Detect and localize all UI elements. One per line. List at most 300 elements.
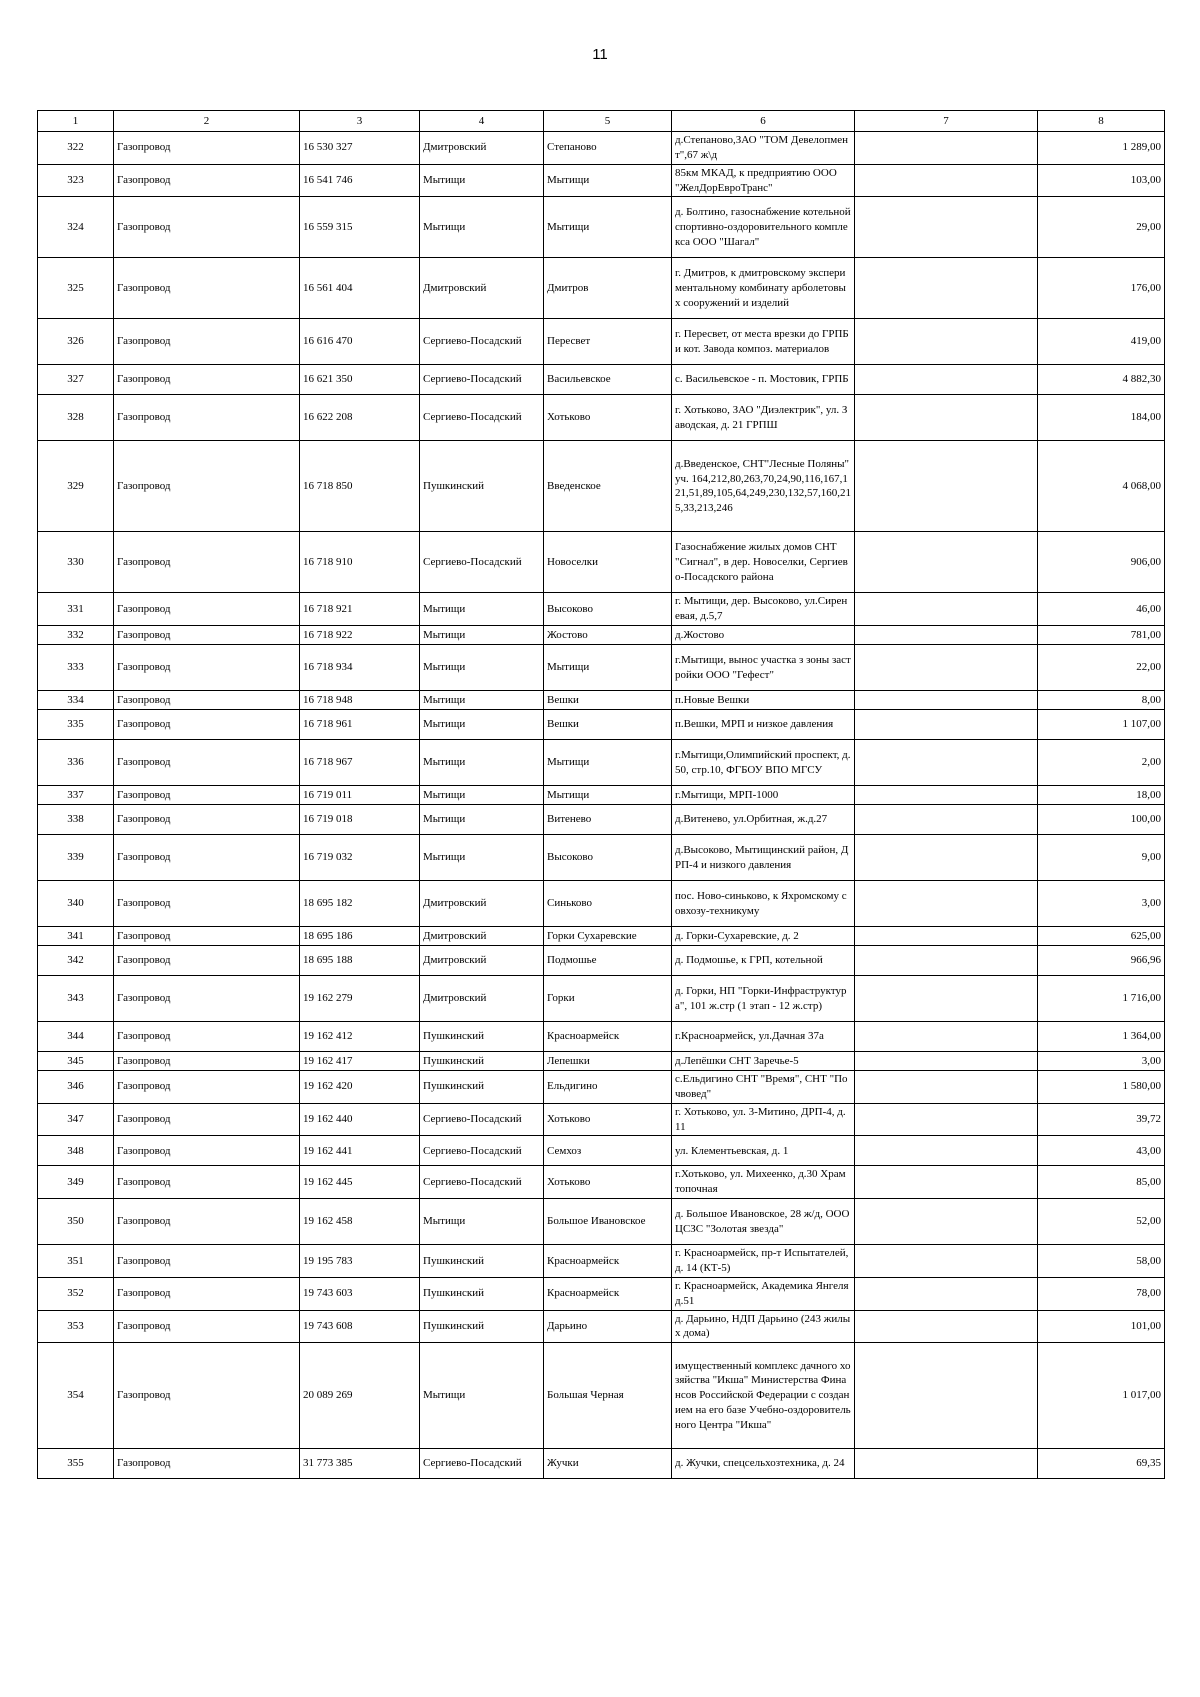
- note-cell: [855, 132, 1038, 165]
- note-cell: [855, 927, 1038, 946]
- object-description: г. Хотьково, ЗАО "Диэлектрик", ул. Заводская, д. 21 ГРПШ: [672, 395, 855, 441]
- settlement-name: Витенево: [544, 805, 672, 835]
- object-type: Газопровод: [114, 1449, 300, 1479]
- note-cell: [855, 1071, 1038, 1104]
- settlement-name: Большая Черная: [544, 1343, 672, 1449]
- object-code: 16 718 948: [300, 691, 420, 710]
- object-code: 16 718 921: [300, 593, 420, 626]
- object-description: г.Хотьково, ул. Михеенко, д.30 Храм топочная: [672, 1166, 855, 1199]
- object-type: Газопровод: [114, 1343, 300, 1449]
- settlement-name: Мытищи: [544, 164, 672, 197]
- object-description: г. Красноармейск, пр-т Испытателей, д. 14 (КТ-5): [672, 1245, 855, 1278]
- object-description: 85км МКАД, к предприятию ООО "ЖелДорЕвроТранс": [672, 164, 855, 197]
- object-description: д. Жучки, спецсельхозтехника, д. 24: [672, 1449, 855, 1479]
- object-type: Газопровод: [114, 786, 300, 805]
- table-row: [38, 1199, 1165, 1245]
- table-row: [38, 1277, 1165, 1310]
- district-name: Мытищи: [420, 197, 544, 258]
- table-row: [38, 881, 1165, 927]
- row-number: 327: [38, 365, 114, 395]
- object-code: 16 718 910: [300, 532, 420, 593]
- district-name: Пушкинский: [420, 1310, 544, 1343]
- object-type: Газопровод: [114, 835, 300, 881]
- object-code: 19 162 458: [300, 1199, 420, 1245]
- object-type: Газопровод: [114, 976, 300, 1022]
- length-value: 22,00: [1038, 645, 1165, 691]
- length-value: 3,00: [1038, 881, 1165, 927]
- object-code: 16 718 922: [300, 626, 420, 645]
- district-name: Мытищи: [420, 164, 544, 197]
- settlement-name: Красноармейск: [544, 1245, 672, 1278]
- object-code: 16 559 315: [300, 197, 420, 258]
- object-type: Газопровод: [114, 197, 300, 258]
- row-number: 331: [38, 593, 114, 626]
- settlement-name: Дарьино: [544, 1310, 672, 1343]
- length-value: 4 882,30: [1038, 365, 1165, 395]
- note-cell: [855, 197, 1038, 258]
- length-value: 1 364,00: [1038, 1022, 1165, 1052]
- table-row: [38, 805, 1165, 835]
- table-row: [38, 976, 1165, 1022]
- row-number: 336: [38, 740, 114, 786]
- object-type: Газопровод: [114, 691, 300, 710]
- length-value: 1 580,00: [1038, 1071, 1165, 1104]
- object-type: Газопровод: [114, 1103, 300, 1136]
- object-description: д. Подмошье, к ГРП, котельной: [672, 946, 855, 976]
- row-number: 354: [38, 1343, 114, 1449]
- settlement-name: Вешки: [544, 710, 672, 740]
- district-name: Сергиево-Посадский: [420, 1166, 544, 1199]
- settlement-name: Вешки: [544, 691, 672, 710]
- table-row: [38, 691, 1165, 710]
- note-cell: [855, 710, 1038, 740]
- table-row: [38, 593, 1165, 626]
- table-header: [38, 111, 1165, 132]
- object-code: 19 162 441: [300, 1136, 420, 1166]
- settlement-name: Хотьково: [544, 1166, 672, 1199]
- object-type: Газопровод: [114, 626, 300, 645]
- object-code: 19 162 420: [300, 1071, 420, 1104]
- length-value: 3,00: [1038, 1052, 1165, 1071]
- length-value: 29,00: [1038, 197, 1165, 258]
- settlement-name: Высоково: [544, 835, 672, 881]
- district-name: Мытищи: [420, 835, 544, 881]
- note-cell: [855, 626, 1038, 645]
- object-code: 16 719 011: [300, 786, 420, 805]
- object-code: 20 089 269: [300, 1343, 420, 1449]
- table-row: [38, 532, 1165, 593]
- object-code: 16 616 470: [300, 319, 420, 365]
- object-code: 31 773 385: [300, 1449, 420, 1479]
- settlement-name: Красноармейск: [544, 1277, 672, 1310]
- object-code: 19 743 603: [300, 1277, 420, 1310]
- row-number: 349: [38, 1166, 114, 1199]
- note-cell: [855, 1136, 1038, 1166]
- row-number: 323: [38, 164, 114, 197]
- object-description: ул. Клементьевская, д. 1: [672, 1136, 855, 1166]
- settlement-name: Горки Сухаревские: [544, 927, 672, 946]
- object-description: д. Болтино, газоснабжение котельной спортивно-оздоровительного комплекса ООО "Шагал": [672, 197, 855, 258]
- note-cell: [855, 1245, 1038, 1278]
- district-name: Мытищи: [420, 805, 544, 835]
- note-cell: [855, 1343, 1038, 1449]
- length-value: 1 017,00: [1038, 1343, 1165, 1449]
- district-name: Пушкинский: [420, 1245, 544, 1278]
- object-description: Газоснабжение жилых домов СНТ "Сигнал", в дер. Новоселки, Сергиево-Посадского района: [672, 532, 855, 593]
- length-value: 1 107,00: [1038, 710, 1165, 740]
- table-row: [38, 197, 1165, 258]
- object-description: г. Хотьково, ул. 3-Митино, ДРП-4, д. 11: [672, 1103, 855, 1136]
- table-row: [38, 365, 1165, 395]
- note-cell: [855, 1103, 1038, 1136]
- table-row: [38, 1310, 1165, 1343]
- object-description: д. Дарьино, НДП Дарьино (243 жилых дома): [672, 1310, 855, 1343]
- district-name: Сергиево-Посадский: [420, 319, 544, 365]
- object-type: Газопровод: [114, 805, 300, 835]
- row-number: 338: [38, 805, 114, 835]
- length-value: 176,00: [1038, 258, 1165, 319]
- district-name: Сергиево-Посадский: [420, 532, 544, 593]
- table-row: [38, 1136, 1165, 1166]
- object-description: с.Ельдигино СНТ "Время", СНТ "Почвовед": [672, 1071, 855, 1104]
- district-name: Мытищи: [420, 740, 544, 786]
- settlement-name: Мытищи: [544, 645, 672, 691]
- object-description: д.Лепёшки СНТ Заречье-5: [672, 1052, 855, 1071]
- table-row: [38, 835, 1165, 881]
- object-type: Газопровод: [114, 881, 300, 927]
- district-name: Сергиево-Посадский: [420, 395, 544, 441]
- length-value: 419,00: [1038, 319, 1165, 365]
- object-code: 19 162 412: [300, 1022, 420, 1052]
- object-type: Газопровод: [114, 1052, 300, 1071]
- length-value: 9,00: [1038, 835, 1165, 881]
- object-type: Газопровод: [114, 946, 300, 976]
- object-code: 19 162 417: [300, 1052, 420, 1071]
- note-cell: [855, 1166, 1038, 1199]
- length-value: 58,00: [1038, 1245, 1165, 1278]
- row-number: 341: [38, 927, 114, 946]
- length-value: 4 068,00: [1038, 441, 1165, 532]
- object-code: 18 695 188: [300, 946, 420, 976]
- district-name: Мытищи: [420, 626, 544, 645]
- length-value: 2,00: [1038, 740, 1165, 786]
- note-cell: [855, 645, 1038, 691]
- district-name: Мытищи: [420, 593, 544, 626]
- row-number: 355: [38, 1449, 114, 1479]
- settlement-name: Высоково: [544, 593, 672, 626]
- settlement-name: Введенское: [544, 441, 672, 532]
- row-number: 339: [38, 835, 114, 881]
- table-row: [38, 1052, 1165, 1071]
- note-cell: [855, 976, 1038, 1022]
- table-row: [38, 786, 1165, 805]
- note-cell: [855, 740, 1038, 786]
- length-value: 18,00: [1038, 786, 1165, 805]
- table-row: [38, 645, 1165, 691]
- settlement-name: Жостово: [544, 626, 672, 645]
- settlement-name: Семхоз: [544, 1136, 672, 1166]
- settlement-name: Новоселки: [544, 532, 672, 593]
- object-description: имущественный комплекс дачного хозяйства "Икша" Министерства Финансов Российской Федерации с созданием на его базе Учебно-оздоровительного Центра "Икша": [672, 1343, 855, 1449]
- length-value: 1 289,00: [1038, 132, 1165, 165]
- object-code: 19 162 445: [300, 1166, 420, 1199]
- district-name: Сергиево-Посадский: [420, 1449, 544, 1479]
- header-row: [38, 111, 1165, 132]
- object-type: Газопровод: [114, 1166, 300, 1199]
- length-value: 625,00: [1038, 927, 1165, 946]
- object-code: 16 718 967: [300, 740, 420, 786]
- column-header: 7: [855, 111, 1038, 132]
- length-value: 966,96: [1038, 946, 1165, 976]
- note-cell: [855, 532, 1038, 593]
- settlement-name: Горки: [544, 976, 672, 1022]
- settlement-name: Хотьково: [544, 1103, 672, 1136]
- district-name: Дмитровский: [420, 927, 544, 946]
- object-description: пос. Ново-синьково, к Яхромскому совхозу-техникуму: [672, 881, 855, 927]
- settlement-name: Васильевское: [544, 365, 672, 395]
- district-name: Мытищи: [420, 645, 544, 691]
- object-type: Газопровод: [114, 132, 300, 165]
- column-header: 3: [300, 111, 420, 132]
- length-value: 103,00: [1038, 164, 1165, 197]
- object-description: г.Мытищи, МРП-1000: [672, 786, 855, 805]
- table-row: [38, 710, 1165, 740]
- settlement-name: Подмошье: [544, 946, 672, 976]
- district-name: Мытищи: [420, 1199, 544, 1245]
- length-value: 43,00: [1038, 1136, 1165, 1166]
- table-row: [38, 1245, 1165, 1278]
- note-cell: [855, 164, 1038, 197]
- note-cell: [855, 786, 1038, 805]
- object-code: 16 621 350: [300, 365, 420, 395]
- row-number: 333: [38, 645, 114, 691]
- table-row: [38, 927, 1165, 946]
- row-number: 328: [38, 395, 114, 441]
- note-cell: [855, 946, 1038, 976]
- object-code: 16 718 850: [300, 441, 420, 532]
- row-number: 332: [38, 626, 114, 645]
- settlement-name: Красноармейск: [544, 1022, 672, 1052]
- object-code: 16 719 032: [300, 835, 420, 881]
- object-code: 16 718 961: [300, 710, 420, 740]
- table-row: [38, 164, 1165, 197]
- note-cell: [855, 319, 1038, 365]
- note-cell: [855, 1277, 1038, 1310]
- object-code: 16 541 746: [300, 164, 420, 197]
- length-value: 781,00: [1038, 626, 1165, 645]
- note-cell: [855, 365, 1038, 395]
- note-cell: [855, 805, 1038, 835]
- row-number: 322: [38, 132, 114, 165]
- length-value: 78,00: [1038, 1277, 1165, 1310]
- district-name: Мытищи: [420, 786, 544, 805]
- row-number: 340: [38, 881, 114, 927]
- note-cell: [855, 1449, 1038, 1479]
- object-type: Газопровод: [114, 395, 300, 441]
- object-code: 19 162 279: [300, 976, 420, 1022]
- district-name: Мытищи: [420, 710, 544, 740]
- object-code: 18 695 182: [300, 881, 420, 927]
- column-header: 6: [672, 111, 855, 132]
- object-type: Газопровод: [114, 927, 300, 946]
- table-row: [38, 441, 1165, 532]
- district-name: Сергиево-Посадский: [420, 1136, 544, 1166]
- column-header: 4: [420, 111, 544, 132]
- object-description: г.Мытищи, вынос участка з зоны застройки ООО "Гефест": [672, 645, 855, 691]
- object-code: 18 695 186: [300, 927, 420, 946]
- district-name: Пушкинский: [420, 1022, 544, 1052]
- settlement-name: Дмитров: [544, 258, 672, 319]
- object-type: Газопровод: [114, 1022, 300, 1052]
- note-cell: [855, 441, 1038, 532]
- note-cell: [855, 881, 1038, 927]
- settlement-name: Пересвет: [544, 319, 672, 365]
- district-name: Дмитровский: [420, 258, 544, 319]
- length-value: 69,35: [1038, 1449, 1165, 1479]
- object-type: Газопровод: [114, 365, 300, 395]
- table-row: [38, 740, 1165, 786]
- object-type: Газопровод: [114, 645, 300, 691]
- row-number: 344: [38, 1022, 114, 1052]
- row-number: 335: [38, 710, 114, 740]
- object-type: Газопровод: [114, 593, 300, 626]
- district-name: Дмитровский: [420, 881, 544, 927]
- object-description: п.Новые Вешки: [672, 691, 855, 710]
- object-description: г. Пересвет, от места врезки до ГРПБ и кот. Завода композ. материалов: [672, 319, 855, 365]
- district-name: Сергиево-Посадский: [420, 1103, 544, 1136]
- note-cell: [855, 258, 1038, 319]
- district-name: Мытищи: [420, 691, 544, 710]
- object-type: Газопровод: [114, 258, 300, 319]
- note-cell: [855, 1052, 1038, 1071]
- note-cell: [855, 395, 1038, 441]
- district-name: Сергиево-Посадский: [420, 365, 544, 395]
- row-number: 346: [38, 1071, 114, 1104]
- row-number: 347: [38, 1103, 114, 1136]
- length-value: 101,00: [1038, 1310, 1165, 1343]
- settlement-name: Мытищи: [544, 197, 672, 258]
- object-description: д. Горки-Сухаревские, д. 2: [672, 927, 855, 946]
- row-number: 343: [38, 976, 114, 1022]
- object-type: Газопровод: [114, 1277, 300, 1310]
- settlement-name: Мытищи: [544, 740, 672, 786]
- note-cell: [855, 1310, 1038, 1343]
- length-value: 52,00: [1038, 1199, 1165, 1245]
- object-description: г. Мытищи, дер. Высоково, ул.Сиреневая, д.5,7: [672, 593, 855, 626]
- table-row: [38, 1103, 1165, 1136]
- object-description: д. Горки, НП "Горки-Инфраструктура", 101 ж.стр (1 этап - 12 ж.стр): [672, 976, 855, 1022]
- object-type: Газопровод: [114, 1136, 300, 1166]
- object-code: 16 530 327: [300, 132, 420, 165]
- district-name: Дмитровский: [420, 132, 544, 165]
- settlement-name: Хотьково: [544, 395, 672, 441]
- object-type: Газопровод: [114, 164, 300, 197]
- table-row: [38, 319, 1165, 365]
- district-name: Пушкинский: [420, 1071, 544, 1104]
- object-description: д.Степаново,ЗАО "ТОМ Девелопмент",67 ж\д: [672, 132, 855, 165]
- table-row: [38, 1166, 1165, 1199]
- object-description: д.Жостово: [672, 626, 855, 645]
- row-number: 348: [38, 1136, 114, 1166]
- object-type: Газопровод: [114, 710, 300, 740]
- settlement-name: Ельдигино: [544, 1071, 672, 1104]
- district-name: Дмитровский: [420, 976, 544, 1022]
- length-value: 906,00: [1038, 532, 1165, 593]
- row-number: 352: [38, 1277, 114, 1310]
- settlement-name: Жучки: [544, 1449, 672, 1479]
- object-description: д. Большое Ивановское, 28 ж/д, ООО ЦСЗС "Золотая звезда": [672, 1199, 855, 1245]
- object-description: г.Красноармейск, ул.Дачная 37а: [672, 1022, 855, 1052]
- object-type: Газопровод: [114, 1245, 300, 1278]
- note-cell: [855, 1199, 1038, 1245]
- district-name: Дмитровский: [420, 946, 544, 976]
- row-number: 350: [38, 1199, 114, 1245]
- row-number: 337: [38, 786, 114, 805]
- column-header: 5: [544, 111, 672, 132]
- row-number: 326: [38, 319, 114, 365]
- district-name: Мытищи: [420, 1343, 544, 1449]
- table-row: [38, 1022, 1165, 1052]
- object-code: 19 743 608: [300, 1310, 420, 1343]
- object-description: д.Витенево, ул.Орбитная, ж.д.27: [672, 805, 855, 835]
- row-number: 329: [38, 441, 114, 532]
- district-name: Пушкинский: [420, 441, 544, 532]
- table-row: [38, 132, 1165, 165]
- table-row: [38, 258, 1165, 319]
- object-description: п.Вешки, МРП и низкое давления: [672, 710, 855, 740]
- object-type: Газопровод: [114, 319, 300, 365]
- page-number: 11: [592, 46, 608, 63]
- object-type: Газопровод: [114, 441, 300, 532]
- object-description: г.Мытищи,Олимпийский проспект, д.50, стр.10, ФГБОУ ВПО МГСУ: [672, 740, 855, 786]
- note-cell: [855, 691, 1038, 710]
- length-value: 1 716,00: [1038, 976, 1165, 1022]
- row-number: 353: [38, 1310, 114, 1343]
- row-number: 324: [38, 197, 114, 258]
- settlement-name: Синьково: [544, 881, 672, 927]
- row-number: 351: [38, 1245, 114, 1278]
- object-description: д.Введенское, СНТ"Лесные Поляны" уч. 164,212,80,263,70,24,90,116,167,121,51,89,105,64,249,230,132,57,160,215,33,213,246: [672, 441, 855, 532]
- settlement-name: Большое Ивановское: [544, 1199, 672, 1245]
- district-name: Пушкинский: [420, 1277, 544, 1310]
- object-description: д.Высоково, Мытищинский район, ДРП-4 и низкого давления: [672, 835, 855, 881]
- object-code: 19 195 783: [300, 1245, 420, 1278]
- length-value: 184,00: [1038, 395, 1165, 441]
- object-code: 16 718 934: [300, 645, 420, 691]
- object-type: Газопровод: [114, 1310, 300, 1343]
- object-code: 16 561 404: [300, 258, 420, 319]
- table-row: [38, 395, 1165, 441]
- table-row: [38, 1449, 1165, 1479]
- object-type: Газопровод: [114, 1071, 300, 1104]
- length-value: 8,00: [1038, 691, 1165, 710]
- length-value: 85,00: [1038, 1166, 1165, 1199]
- table-body: [38, 132, 1165, 1479]
- object-description: г. Красноармейск, Академика Янгеля д.51: [672, 1277, 855, 1310]
- settlement-name: Лепешки: [544, 1052, 672, 1071]
- object-code: 16 719 018: [300, 805, 420, 835]
- table-row: [38, 946, 1165, 976]
- note-cell: [855, 593, 1038, 626]
- object-code: 16 622 208: [300, 395, 420, 441]
- table-row: [38, 1343, 1165, 1449]
- object-description: с. Васильевское - п. Мостовик, ГРПБ: [672, 365, 855, 395]
- row-number: 325: [38, 258, 114, 319]
- row-number: 345: [38, 1052, 114, 1071]
- object-type: Газопровод: [114, 532, 300, 593]
- column-header: 1: [38, 111, 114, 132]
- column-header: 8: [1038, 111, 1165, 132]
